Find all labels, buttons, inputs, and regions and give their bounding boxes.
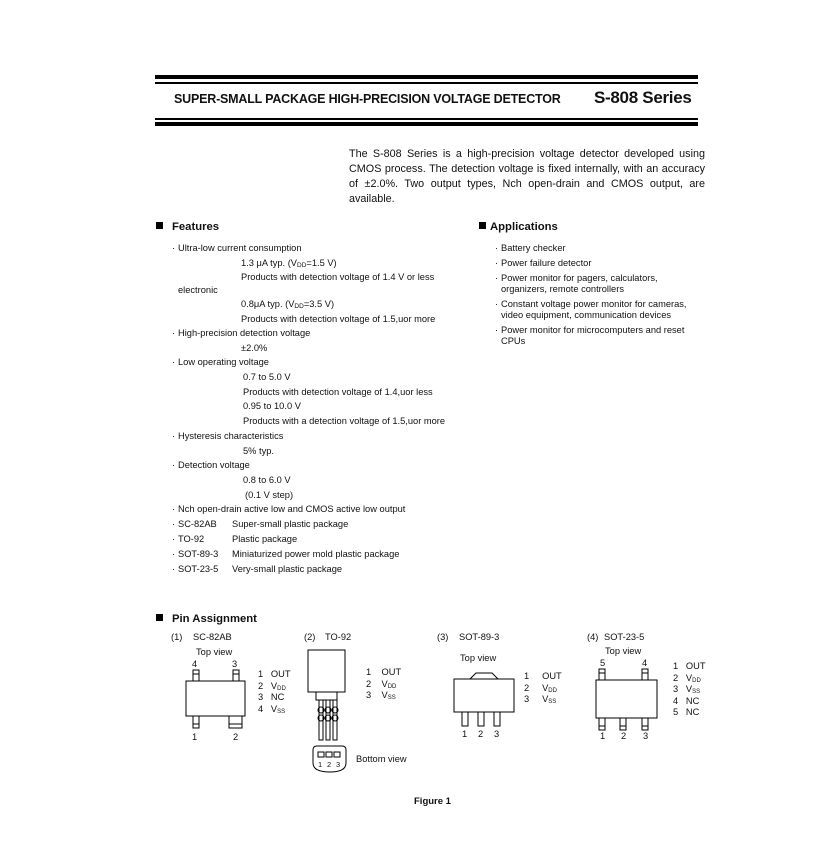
- feature-detail: Products with detection voltage of 1.4,uor less: [243, 387, 433, 397]
- feature-item: · Ultra-low current consumption: [178, 243, 302, 254]
- feature-item: · Nch open-drain active low and CMOS active low output: [178, 504, 405, 515]
- pin-list: 1 OUT 2 $V_{DD}$ 3 NC 4 $V_{SS}$: [258, 669, 291, 715]
- feature-detail: 0.7 to 5.0 V: [243, 372, 291, 382]
- feature-detail: 0.95 to 10.0 V: [243, 401, 301, 411]
- features-heading: Features: [156, 221, 219, 233]
- package-index: (4): [587, 632, 599, 642]
- package-name: · SOT-89-3: [178, 549, 218, 560]
- feature-detail: 5% typ.: [243, 446, 275, 456]
- pin-list: 1 OUT 2 $V_{DD}$ 3 $V_{SS}$: [366, 667, 402, 701]
- pin-number: 4: [192, 659, 198, 669]
- figure-caption: Figure 1: [414, 796, 451, 807]
- package-desc: Super-small plastic package: [232, 519, 349, 529]
- package-title: TO-92: [325, 632, 352, 642]
- sot235-package-drawing: [596, 669, 657, 730]
- application-item-cont: video equipment, communication devices: [501, 310, 672, 320]
- feature-detail: ±2.0%: [241, 343, 268, 353]
- pin-number: 1: [318, 760, 323, 769]
- application-item: · Battery checker: [501, 243, 566, 254]
- package-title: SC-82AB: [193, 632, 232, 642]
- document-title: SUPER-SMALL PACKAGE HIGH-PRECISION VOLTAGE DETECTOR: [174, 92, 561, 106]
- application-item: · Constant voltage power monitor for cameras,: [501, 299, 687, 310]
- feature-detail: electronic: [178, 285, 218, 295]
- package-desc: Very-small plastic package: [232, 564, 343, 574]
- application-item: · Power monitor for microcomputers and reset: [501, 325, 684, 336]
- package-desc: Miniaturized power mold plastic package: [232, 549, 400, 559]
- pin-assignment-heading: Pin Assignment: [156, 613, 257, 625]
- pin-number: 3: [494, 729, 500, 739]
- package-index: (2): [304, 632, 316, 642]
- feature-item: · Low operating voltage: [178, 357, 269, 368]
- sot893-package-drawing: [454, 673, 514, 726]
- intro-paragraph: The S-808 Series is a high-precision voltage detector developed using CMOS process. The detection voltage is fixed internally, with an accuracy of ±2.0%. Two output types, Nch open-drain and CMOS output, are available.: [349, 148, 705, 205]
- feature-item: · Detection voltage: [178, 460, 250, 471]
- pin-number: 2: [233, 732, 239, 742]
- application-item: · Power monitor for pagers, calculators,: [501, 273, 658, 284]
- feature-detail: Products with detection voltage of 1.5,uor more: [241, 314, 436, 324]
- pin-number: 1: [192, 732, 198, 742]
- pin-number: 1: [462, 729, 468, 739]
- package-index: (1): [171, 632, 183, 642]
- feature-item: · Hysteresis characteristics: [178, 431, 283, 442]
- package-name: · TO-92: [178, 534, 204, 545]
- application-item: · Power failure detector: [501, 258, 591, 269]
- feature-detail: 0.8 to 6.0 V: [243, 475, 291, 485]
- pin-number: 3: [232, 659, 238, 669]
- feature-detail: Products with a detection voltage of 1.5,uor more: [243, 416, 446, 426]
- pin-number: 2: [621, 731, 627, 741]
- sc82ab-package-drawing: [186, 670, 245, 728]
- package-name: · SC-82AB: [178, 519, 217, 530]
- pin-number: 2: [327, 760, 332, 769]
- series-name: S-808 Series: [594, 88, 692, 107]
- package-name: · SOT-23-5: [178, 564, 218, 575]
- package-desc: Plastic package: [232, 534, 298, 544]
- package-title: SOT-89-3: [459, 632, 500, 642]
- pin-number: 3: [643, 731, 649, 741]
- package-index: (3): [437, 632, 449, 642]
- view-label: Top view: [605, 646, 642, 656]
- applications-heading: Applications: [479, 221, 558, 233]
- pin-list: 1 OUT 2 $V_{DD}$ 3 $V_{SS}$ 4 NC 5 NC: [673, 661, 706, 717]
- view-label: Bottom view: [356, 754, 407, 764]
- application-item-cont: organizers, remote controllers: [501, 284, 624, 294]
- view-label: Top view: [460, 653, 497, 663]
- view-label: Top view: [196, 647, 233, 657]
- package-title: SOT-23-5: [604, 632, 645, 642]
- feature-detail: (0.1 V step): [245, 490, 294, 500]
- pin-number: 1: [600, 731, 606, 741]
- pin-number: 2: [478, 729, 484, 739]
- application-item-cont: CPUs: [501, 336, 526, 346]
- to92-package-drawing: [308, 650, 346, 772]
- feature-item: · High-precision detection voltage: [178, 328, 310, 339]
- feature-detail: 0.8μA typ. ($V_{DD}=3.5$ V): [241, 299, 335, 310]
- pin-number: 3: [336, 760, 341, 769]
- feature-detail: 1.3 μA typ. ($V_{DD}=1.5$ V): [241, 258, 337, 269]
- pin-number: 4: [642, 658, 648, 668]
- pin-list: 1 OUT 2 $V_{DD}$ 3 $V_{SS}$: [524, 671, 562, 705]
- pin-number: 5: [600, 658, 606, 668]
- feature-detail: Products with detection voltage of 1.4 V or less: [241, 272, 435, 282]
